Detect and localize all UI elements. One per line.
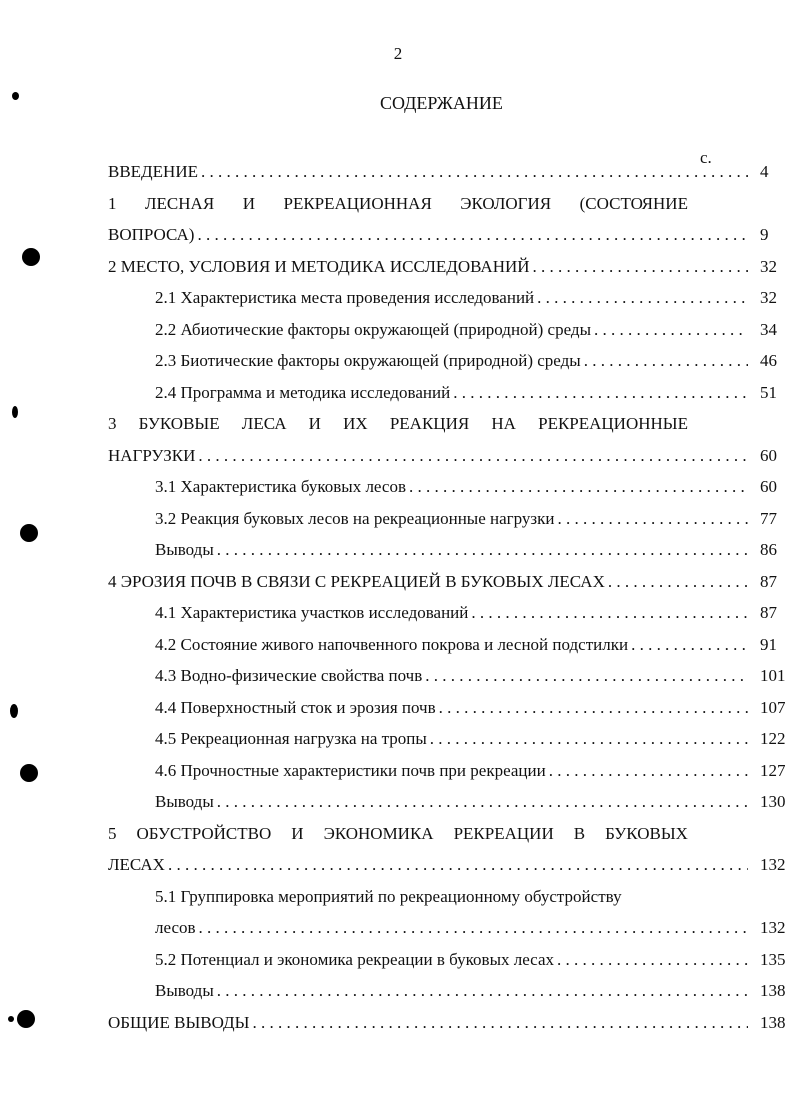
dot-leader (217, 540, 748, 560)
toc-entry-title: 4.3 Водно-физические свойства почв (155, 666, 423, 685)
toc-entry (0, 414, 688, 446)
toc-entry (0, 257, 796, 289)
punch-hole-mark (12, 92, 19, 100)
page-title: СОДЕРЖАНИЕ (380, 93, 503, 113)
toc-entry-page: 46 (760, 351, 777, 370)
toc-entry-title: 2.2 Абиотические факторы окружающей (природной) среды (155, 319, 591, 339)
toc-entry (0, 887, 796, 919)
dot-leader (631, 635, 748, 655)
toc-entry (0, 509, 796, 541)
toc-entry (0, 603, 796, 635)
toc-entry-title: 3.2 Реакция буковых лесов на рекреационные нагрузки (155, 508, 555, 528)
toc-entry (0, 792, 796, 824)
toc-entry (0, 540, 796, 572)
toc-entry-title: 4.5 Рекреационная нагрузка на тропы (155, 729, 427, 748)
toc-entry-title: 5.2 Потенциал и экономика рекреации в буковых лесах (155, 949, 554, 969)
toc-entry-title: 2 МЕСТО, УСЛОВИЯ И МЕТОДИКА ИССЛЕДОВАНИЙ (108, 256, 530, 276)
toc-entry-title: 4.6 Прочностные характеристики почв при рекреации (155, 760, 546, 780)
toc-entry (0, 855, 796, 887)
toc-entry-word: ЭКОЛОГИЯ (460, 193, 552, 213)
toc-entry-title: лесов (155, 918, 196, 937)
page-number: 2 (393, 44, 403, 63)
toc-entry-page: 130 (760, 792, 786, 811)
toc-entry-page: 107 (760, 697, 786, 717)
toc-entry (0, 698, 796, 730)
dot-leader (584, 351, 748, 371)
toc-entry-title: 2.1 Характеристика места проведения исследований (155, 288, 535, 307)
dot-leader (201, 162, 748, 182)
toc-entry (0, 225, 796, 257)
toc-entry (0, 320, 796, 352)
toc-entry-word: РЕКРЕАЦИОННАЯ (283, 193, 432, 213)
toc-entry-title: Выводы (155, 981, 214, 1000)
toc-entry-page: 87 (760, 603, 777, 622)
toc-entry (0, 729, 796, 761)
punch-hole-mark (10, 704, 18, 718)
toc-entry-title: 4 ЭРОЗИЯ ПОЧВ В СВЯЗИ С РЕКРЕАЦИЕЙ В БУКОВЫХ ЛЕСАХ (108, 571, 605, 591)
toc-entry-page: 138 (760, 981, 786, 1000)
toc-entry-word: БУКОВЫХ (605, 823, 688, 843)
toc-entry-title: 2.3 Биотические факторы окружающей (природной) среды (155, 351, 581, 370)
toc-entry-page: 91 (760, 634, 777, 654)
toc-entry-word: (СОСТОЯНИЕ (579, 193, 688, 213)
toc-entry-title: 3.1 Характеристика буковых лесов (155, 477, 406, 496)
toc-entry-page: 132 (760, 855, 786, 874)
toc-entry-page: 9 (760, 225, 769, 244)
toc-entry-page: 87 (760, 571, 777, 591)
toc-entry-word: РЕАКЦИЯ (389, 414, 470, 433)
toc-entry-title: 4.2 Состояние живого напочвенного покрова и лесной подстилки (155, 634, 629, 654)
punch-hole-mark (20, 764, 38, 782)
toc-entry (0, 918, 796, 950)
toc-entry-title: Выводы (155, 540, 214, 559)
toc-entry-title: 5.1 Группировка мероприятий по рекреационному обустройству (155, 886, 622, 906)
toc-entry-page: 86 (760, 540, 777, 559)
toc-entry-title: Выводы (155, 792, 214, 811)
toc-entry (0, 477, 796, 509)
toc-entry-page: 60 (760, 477, 777, 496)
toc-entry-word: В (573, 823, 586, 843)
toc-entry-title: ЛЕСАХ (108, 855, 165, 874)
toc-entry (0, 288, 796, 320)
toc-entry-word: ОБУСТРОЙСТВО (136, 823, 272, 843)
toc-entry (0, 162, 796, 194)
toc-entry-page: 135 (760, 949, 786, 969)
punch-hole-mark (8, 1016, 14, 1022)
toc-entry (0, 981, 796, 1013)
dot-leader (557, 950, 748, 970)
toc-entry-title: ВОПРОСА) (108, 225, 195, 244)
toc-entry-title: НАГРУЗКИ (108, 445, 196, 465)
toc-entry-page: 101 (760, 666, 786, 685)
toc-entry-word: РЕКРЕАЦИОННЫЕ (538, 414, 688, 433)
toc-entry (0, 635, 796, 667)
toc-entry-page: 32 (760, 288, 777, 307)
toc-entry-page: 51 (760, 382, 777, 402)
toc-entry-page: 138 (760, 1012, 786, 1032)
toc-entry-word: БУКОВЫЕ (138, 414, 220, 433)
page-column-label: с. (700, 148, 712, 167)
toc-entry-page: 4 (760, 162, 769, 181)
toc-entry (0, 194, 688, 226)
dot-leader (558, 509, 749, 529)
dot-leader (430, 729, 748, 749)
dot-leader (594, 320, 748, 340)
toc-entry-page: 132 (760, 918, 786, 937)
dot-leader (537, 288, 748, 308)
toc-entry-word: 1 (108, 193, 117, 213)
dot-leader (217, 792, 748, 812)
punch-hole-mark (20, 524, 38, 542)
punch-hole-mark (22, 248, 40, 266)
dot-leader (608, 572, 748, 592)
toc-entry-title: ВВЕДЕНИЕ (108, 162, 198, 181)
punch-hole-mark (12, 406, 18, 418)
toc-entry-word: ЛЕСА (241, 414, 287, 433)
toc-entry-page: 122 (760, 729, 786, 748)
dot-leader (425, 666, 748, 686)
toc-entry-title: 4.1 Характеристика участков исследований (155, 603, 469, 622)
dot-leader (453, 383, 748, 403)
toc-entry-word: 5 (108, 823, 117, 843)
toc-entry-word: ЛЕСНАЯ (145, 193, 215, 213)
toc-entry-word: НА (491, 414, 516, 433)
toc-entry-word: 3 (108, 414, 117, 433)
dot-leader (199, 918, 748, 938)
dot-leader (217, 981, 748, 1001)
table-of-contents (0, 162, 796, 1044)
toc-entry (0, 666, 796, 698)
dot-leader (471, 603, 748, 623)
toc-entry-page: 60 (760, 445, 777, 465)
toc-entry-title: 2.4 Программа и методика исследований (155, 382, 451, 402)
dot-leader (549, 761, 748, 781)
dot-leader (439, 698, 748, 718)
dot-leader (197, 225, 748, 245)
toc-entry (0, 761, 796, 793)
toc-entry (0, 383, 796, 415)
punch-hole-mark (17, 1010, 35, 1028)
toc-entry (0, 351, 796, 383)
toc-entry (0, 446, 796, 478)
toc-entry-page: 34 (760, 319, 777, 339)
toc-entry (0, 950, 796, 982)
toc-entry (0, 1013, 796, 1045)
toc-entry-word: ЭКОНОМИКА (323, 823, 434, 843)
toc-entry-page: 32 (760, 256, 777, 276)
toc-entry-page: 77 (760, 508, 777, 528)
toc-entry (0, 824, 688, 856)
toc-entry-word: И (291, 823, 304, 843)
dot-leader (252, 1013, 748, 1033)
toc-entry-word: РЕКРЕАЦИИ (453, 823, 554, 843)
toc-entry-page: 127 (760, 760, 786, 780)
dot-leader (533, 257, 748, 277)
dot-leader (409, 477, 748, 497)
toc-entry-word: И (308, 414, 321, 433)
dot-leader (198, 446, 748, 466)
toc-entry-title: 4.4 Поверхностный сток и эрозия почв (155, 697, 436, 717)
toc-entry (0, 572, 796, 604)
toc-entry-word: ИХ (343, 414, 368, 433)
toc-entry-title: ОБЩИЕ ВЫВОДЫ (108, 1012, 250, 1032)
dot-leader (168, 855, 748, 875)
toc-entry-word: И (242, 193, 255, 213)
